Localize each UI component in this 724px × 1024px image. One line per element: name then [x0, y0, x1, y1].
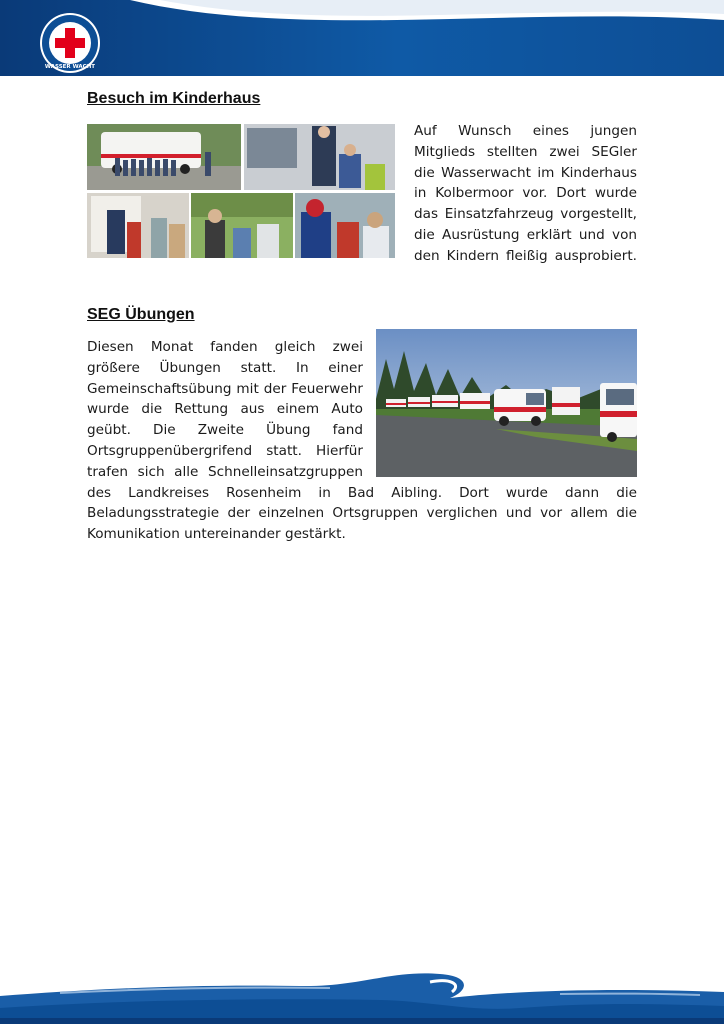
paragraph-line: in Kolbermoor vor. Dort wurde [414, 185, 637, 202]
paragraph-line: Auf Wunsch eines jungen [414, 123, 637, 139]
section-title-seg-uebungen: SEG Übungen [87, 306, 195, 323]
paragraph-line: trafen sich alle Schnelleinsatzgruppen [87, 463, 363, 480]
paragraph-line: Ortsgruppenübergrifend statt. Hierfür [87, 443, 363, 459]
paragraph-line: Komunikation untereinander gestärkt. [87, 526, 346, 543]
paragraph-line: die Wasserwacht im Kinderhaus [414, 164, 637, 181]
paragraph-line: Gemeinschaftsübung mit der Feuerwehr [87, 380, 363, 397]
logo-lettering: WASSER WACHT [44, 64, 96, 70]
paragraph-line: wurde die Rettung aus einem Auto [87, 401, 363, 418]
wasserwacht-logo [39, 12, 101, 74]
seg-vehicles-photo [376, 329, 637, 477]
paragraph-line: das Einsatzfahrzeug vorgestellt, [414, 206, 637, 223]
paragraph-line: die Ausrüstung erklärt und von [414, 227, 637, 243]
paragraph-line: des Landkreises Rosenheim in Bad Aibling. Dort wurde dann die [87, 484, 637, 501]
header-band [0, 0, 724, 76]
footer-waves [0, 960, 724, 1024]
section-title-kinderhaus: Besuch im Kinderhaus [87, 90, 261, 107]
paragraph-line: Diesen Monat fanden gleich zwei [87, 339, 363, 355]
kinderhaus-photo-collage [87, 124, 395, 258]
paragraph-line: geübt. Die Zweite Übung fand [87, 422, 363, 439]
paragraph-line: größere Übungen statt. In einer [87, 359, 363, 376]
paragraph-line: Mitglieds stellten zwei SEGler [414, 143, 637, 160]
paragraph-line: Beladungsstrategie der einzelnen Ortsgruppen verglichen und vor allem die [87, 505, 637, 522]
paragraph-line: den Kindern fleißig ausprobiert. [414, 247, 637, 264]
